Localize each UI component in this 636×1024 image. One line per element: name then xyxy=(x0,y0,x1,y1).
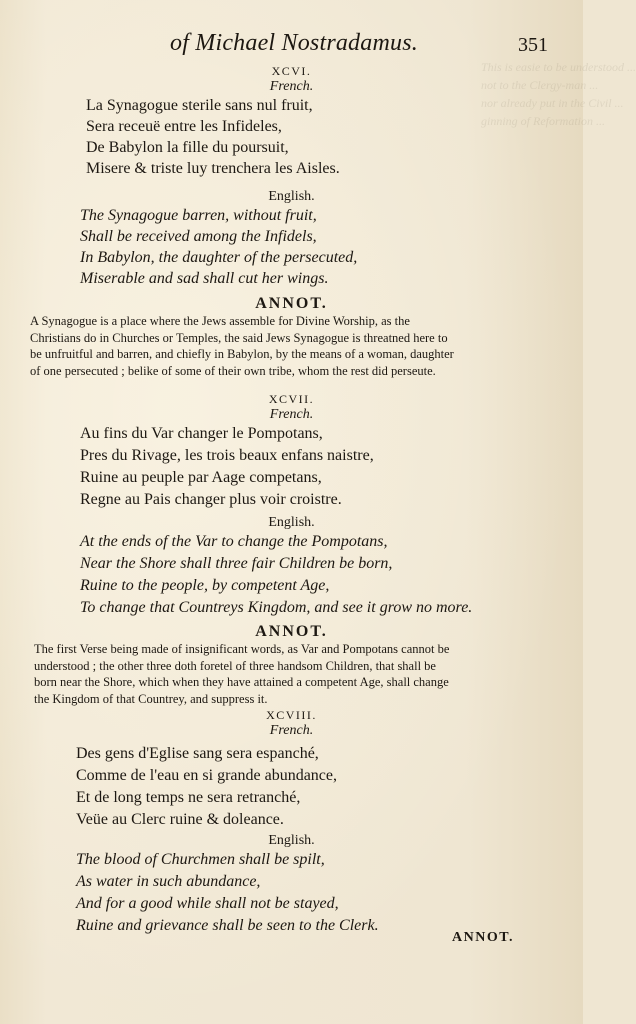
verse-line: In Babylon, the daughter of the persecuted, xyxy=(80,249,358,266)
english-label: English. xyxy=(268,515,315,530)
french-label: French. xyxy=(269,723,314,738)
show-through-text: This is easie to be understood ... not to the Clergy-man ... nor already put in the Civil ... ginning of Reformation ... xyxy=(481,60,636,128)
verse-line: La Synagogue sterile sans nul fruit, xyxy=(86,97,313,114)
english-verse xyxy=(0,531,583,619)
verse-line: Shall be received among the Infidels, xyxy=(80,228,317,245)
annotation-line: born near the Shore, which when they have attained a competent Age, shall change xyxy=(34,675,449,689)
verse-line: Au fins du Var changer le Pompotans, xyxy=(80,425,323,442)
french-verse xyxy=(0,423,583,511)
verse-line: Pres du Rivage, les trois beaux enfans naistre, xyxy=(80,447,374,464)
french-verse xyxy=(0,743,583,831)
french-verse xyxy=(0,95,583,179)
page-number: 351 xyxy=(518,34,548,56)
annotation xyxy=(0,313,560,379)
annotation-line: Christians do in Churches or Temples, the said Jews Synagogue is threatned here to xyxy=(30,330,448,345)
annotation-line: be unfruitful and barren, and chiefly in Babylon, by the means of a woman, daughter xyxy=(30,347,454,361)
verse-line: The blood of Churchmen shall be spilt, xyxy=(76,851,325,868)
english-verse xyxy=(0,205,583,289)
verse-line: Ruine and grievance shall be seen to the Clerk. xyxy=(76,917,379,934)
english-label: English. xyxy=(268,189,315,204)
verse-line: Sera receuë entre les Infideles, xyxy=(86,118,282,135)
annotation-line: of one persecuted ; belike of some of their own tribe, whom the rest did perseute. xyxy=(30,363,436,378)
annotation-line: understood ; the other three doth foretel of three handsom Children, that shall be xyxy=(34,658,436,673)
french-label: French. xyxy=(269,79,314,94)
verse-line: Ruine to the people, by competent Age, xyxy=(80,577,330,594)
annotation-line: The first Verse being made of insignificant words, as Var and Pompotans cannot be xyxy=(34,642,450,656)
verse-line: At the ends of the Var to change the Pompotans, xyxy=(80,533,388,550)
english-label: English. xyxy=(268,833,315,848)
verse-line: Miserable and sad shall cut her wings. xyxy=(80,270,329,287)
verse-line: As water in such abundance, xyxy=(76,873,261,890)
quatrain-96 xyxy=(0,64,583,379)
english-verse xyxy=(0,849,583,937)
verse-line: Ruine au peuple par Aage competans, xyxy=(80,469,322,486)
annot-heading: ANNOT. xyxy=(255,295,328,312)
annotation xyxy=(0,641,564,707)
quatrain-number: XCVI. xyxy=(271,64,312,78)
verse-line: Misere & triste luy trenchera les Aisles. xyxy=(86,160,340,177)
running-title: of Michael Nostradamus. xyxy=(170,30,418,56)
verse-line: Near the Shore shall three fair Children be born, xyxy=(80,555,393,572)
verse-line: The Synagogue barren, without fruit, xyxy=(80,207,317,224)
verse-line: And for a good while shall not be stayed, xyxy=(76,895,339,912)
verse-line: Veüe au Clerc ruine & doleance. xyxy=(76,811,284,828)
french-label: French. xyxy=(269,407,314,422)
quatrain-number: XCVII. xyxy=(268,392,315,406)
verse-line: Comme de l'eau en si grande abundance, xyxy=(76,767,338,784)
catchword: ANNOT. xyxy=(452,930,515,945)
annotation-line: A Synagogue is a place where the Jews assemble for Divine Worship, as the xyxy=(30,314,410,328)
quatrain-97 xyxy=(0,392,583,707)
verse-line: Et de long temps ne sera retranché, xyxy=(76,789,301,806)
verse-line: Des gens d'Eglise sang sera espanché, xyxy=(76,745,319,762)
verse-line: To change that Countreys Kingdom, and see it grow no more. xyxy=(80,599,473,616)
verse-line: Regne au Pais changer plus voir croistre. xyxy=(80,491,342,508)
annotation-line: the Kingdom of that Countrey, and suppress it. xyxy=(34,691,268,706)
verse-line: De Babylon la fille du poursuit, xyxy=(86,139,289,156)
annot-heading: ANNOT. xyxy=(255,623,328,640)
page-header xyxy=(0,30,583,62)
quatrain-98 xyxy=(0,708,583,937)
quatrain-number: XCVIII. xyxy=(266,708,317,722)
